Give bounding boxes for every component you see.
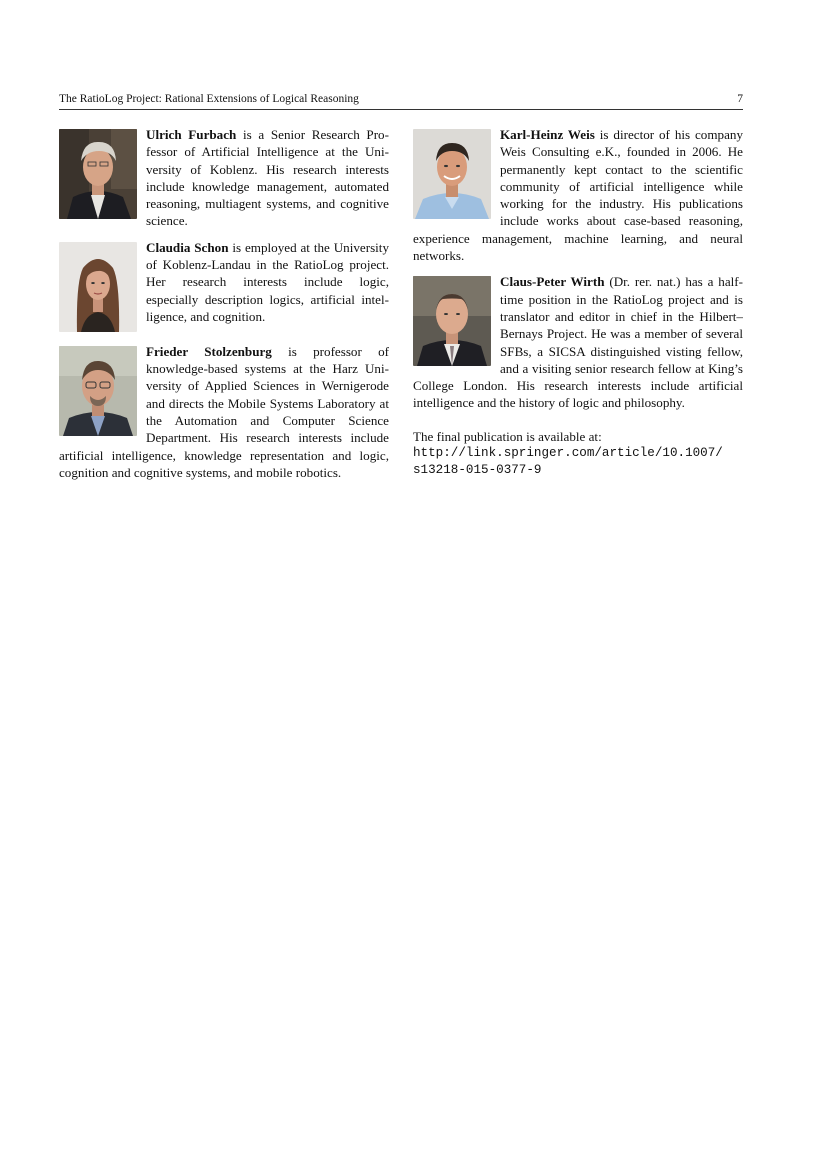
bio-text: (Dr. rer. nat.) has a half-time position in the RatioLog project and is translator and editor in chief in the Hilbert–Bernays Project. He was a member of several SFBs, a SICSA distinguished visting fellow, and a visiting senior research fellow at King’s College London. His research interests include artificial intelligence and the history of logic and philosophy. bbox=[413, 274, 743, 411]
publication-link[interactable]: http://link.springer.com/article/10.1007/ bbox=[413, 446, 723, 461]
publication-note bbox=[413, 428, 743, 480]
left-column bbox=[59, 126, 389, 481]
bio-text: is employed at the University of Koblenz-Landau in the RatioLog project. Her research interests include logic, especially description logics, artificial intelligence, and cognition. bbox=[146, 239, 389, 324]
bio-name: Claus-Peter Wirth bbox=[500, 274, 605, 290]
bio-weis bbox=[413, 126, 743, 264]
bio-text: is professor of knowledge-based systems at the Harz University of Applied Sciences in Wernigerode and directs the Mobile Systems Laboratory at the Automation and Computer Science Department. His research interests include artificial intelligence, knowledge representation and logic, cognition and cognitive systems, and mobile robotics. bbox=[59, 343, 389, 480]
bio-name: Ulrich Furbach bbox=[146, 127, 237, 142]
portrait-photo-wirth bbox=[413, 276, 491, 366]
portrait-photo-weis bbox=[413, 129, 491, 219]
page-number: 7 bbox=[737, 93, 743, 105]
bio-text: is director of his company Weis Consulting e.K., founded in 2006. He permanently kept contact to the scientific community of artificial intelligence while working for the industry. His publications include works about case-based reasoning, experience management, machine learning, and neural networks. bbox=[413, 127, 743, 264]
bio-name: Frieder Stolzenburg bbox=[146, 343, 272, 359]
bio-furbach bbox=[59, 126, 389, 230]
publication-link-cont[interactable]: s13218-015-0377-9 bbox=[413, 463, 542, 478]
bio-name: Karl-Heinz Weis bbox=[500, 127, 595, 142]
bio-stolzenburg bbox=[59, 343, 389, 481]
bio-text: is a Senior Research Professor of Artificial Intelligence at the University of Koblenz. His research interests include knowledge management, automated reasoning, multiagent systems, and cognitive science. bbox=[146, 127, 389, 229]
running-header bbox=[59, 92, 743, 110]
portrait-photo-furbach bbox=[59, 129, 137, 219]
right-column bbox=[413, 126, 743, 480]
bio-wirth bbox=[413, 273, 743, 411]
portrait-photo-stolzenburg bbox=[59, 346, 137, 436]
publication-label: The final publication is available at: bbox=[413, 428, 602, 444]
portrait-photo-schon bbox=[59, 242, 137, 332]
bio-name: Claudia Schon bbox=[146, 239, 229, 255]
running-title: The RatioLog Project: Rational Extensions of Logical Reasoning bbox=[59, 93, 359, 105]
bio-schon bbox=[59, 239, 389, 334]
